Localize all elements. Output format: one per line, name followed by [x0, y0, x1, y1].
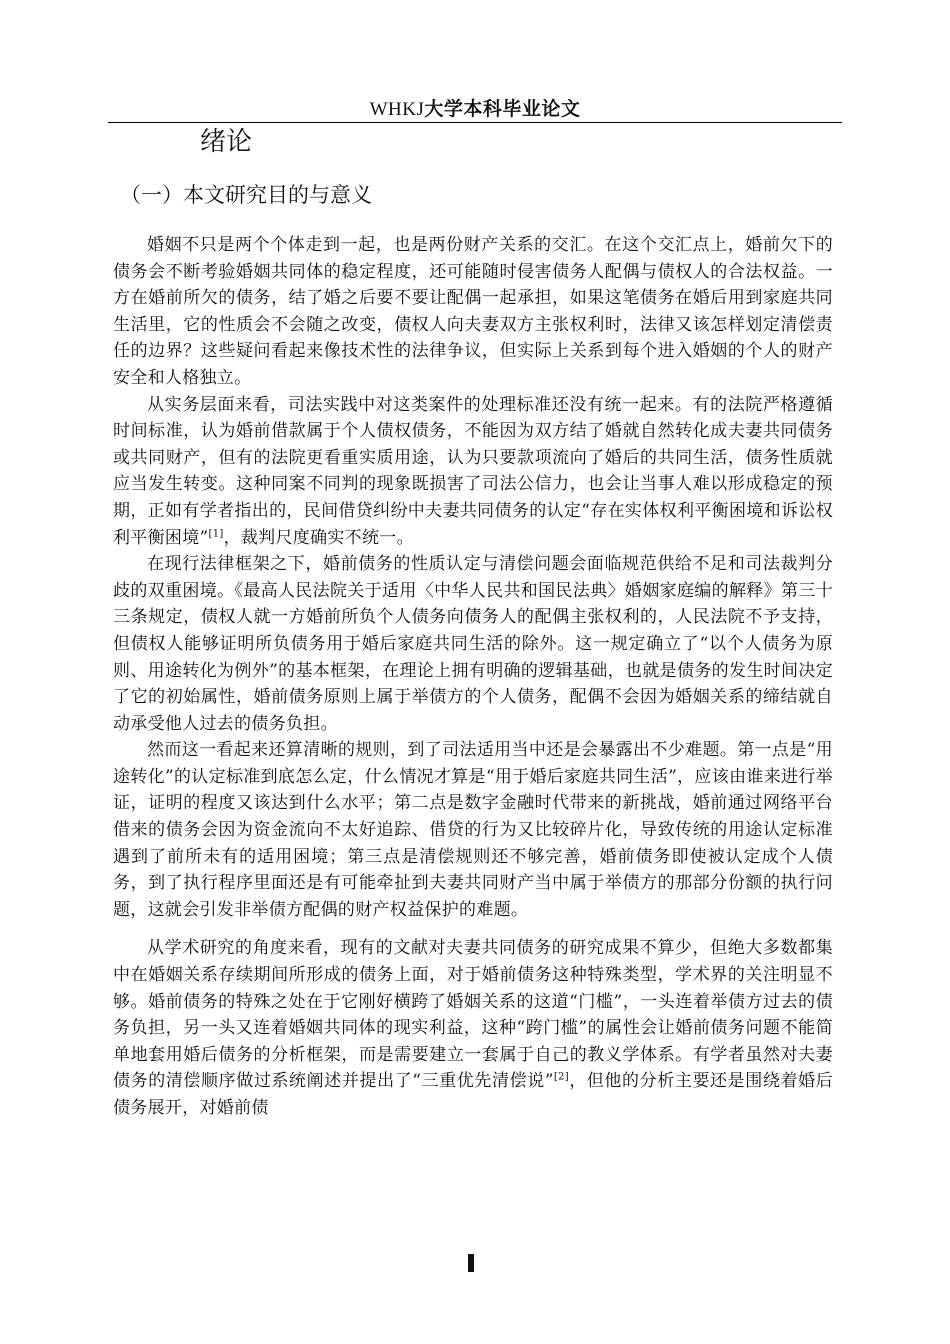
- paragraph-5-text-end: ，但他的分析主要还是围绕着婚后债务展开，对婚前债: [113, 1071, 833, 1118]
- paragraph-1: 婚姻不只是两个个体走到一起，也是两份财产关系的交汇。在这个交汇点上，婚前欠下的债务会不断考验婚姻共同体的稳定程度，还可能随时侵害债务人配偶与债权人的合法权益。一方在婚前所欠的债务，结了婚之后要不要让配偶一起承担，如果这笔债务在婚后用到家庭共同生活里，它的性质会不会随之改变，债权人向夫妻双方主张权利时，法律又该怎样划定清偿责任的边界？这些疑问看起来像技术性的法律争议，但实际上关系到每个进入婚姻的个人的财产安全和人格独立。: [113, 235, 833, 388]
- citation-1: [1]: [208, 527, 224, 539]
- paragraph-2: [113, 392, 833, 552]
- section-title: （一）本文研究目的与意义: [120, 183, 372, 207]
- paragraph-2-text: 从实务层面来看，司法实践中对这类案件的处理标准还没有统一起来。有的法院严格遵循时间标准，认为婚前借款属于个人债权债务，不能因为双方结了婚就自然转化成夫妻共同债务或共同财产，但有的法院更看重实质用途，认为只要款项流向了婚后的共同生活，债务性质就应当发生转变。这种同案不同判的现象既损害了司法公信力，也会让当事人难以形成稳定的预期，正如有学者指出的，民间借贷纠纷中夫妻共同债务的认定“存在实体权利平衡困境和诉讼权利平衡困境”: [113, 394, 833, 548]
- paragraph-4: 然而这一看起来还算清晰的规则，到了司法适用当中还是会暴露出不少难题。第一点是“用途转化”的认定标准到底怎么定，什么情况才算是“用于婚后家庭共同生活”，应该由谁来进行举证，证明的程度又该达到什么水平；第二点是数字金融时代带来的新挑战，婚前通过网络平台借来的债务会因为资金流向不太好追踪、借贷的行为又比较碎片化，导致传统的用途认定标准遇到了前所未有的适用困境；第三点是清偿规则还不够完善，婚前债务即使被认定成个人债务，到了执行程序里面还是有可能牵扯到夫妻共同财产当中属于举债方的那部分份额的执行问题，这就会引发非举债方配偶的财产权益保护的难题。: [113, 740, 833, 920]
- paragraph-5-text: 从学术研究的角度来看，现有的文献对夫妻共同债务的研究成果不算少，但绝大多数都集中在婚姻关系存续期间所形成的债务上面，对于婚前债务这种特殊类型，学术界的关注明显不够。婚前债务的特殊之处在于它刚好横跨了婚姻关系的这道“门槛”，一头连着举债方过去的债务负担，另一头又连着婚姻共同体的现实利益，这种“跨门槛”的属性会让婚前债务问题不能简单地套用婚后债务的分析框架，而是需要建立一套属于自己的教义学体系。有学者虽然对夫妻债务的清偿顺序做过系统阐述并提出了“三重优先清偿说”: [113, 938, 833, 1092]
- chapter-title: 绪论: [200, 127, 253, 157]
- header-university-code: WHKJ: [369, 99, 425, 120]
- page-number: [466, 1254, 476, 1273]
- paragraph-3: 在现行法律框架之下，婚前债务的性质认定与清偿问题会面临规范供给不足和司法裁判分歧的双重困境。《最高人民法院关于适用〈中华人民共和国民法典〉婚姻家庭编的解释》第三十三条规定，债权人就一方婚前所负个人债务向债务人的配偶主张权利的，人民法院不予支持，但债权人能够证明所负债务用于婚后家庭共同生活的除外。这一规定确立了“以个人债务为原则、用途转化为例外”的基本框架，在理论上拥有明确的逻辑基础，也就是债务的发生时间决定了它的初始属性，婚前债务原则上属于举债方的个人债务，配偶不会因为婚姻关系的缔结就自动承受他人过去的债务负担。: [113, 554, 833, 734]
- body-text: [113, 232, 833, 1122]
- page-header: [108, 96, 842, 123]
- header-thesis-label: 大学本科毕业论文: [424, 98, 581, 120]
- paragraph-5: [113, 935, 833, 1121]
- paragraph-2-text-end: ，裁判尺度确实不统一。: [223, 527, 414, 548]
- header-title: [370, 98, 581, 120]
- page-number-mark: [468, 1254, 474, 1272]
- citation-2: [2]: [553, 1071, 569, 1083]
